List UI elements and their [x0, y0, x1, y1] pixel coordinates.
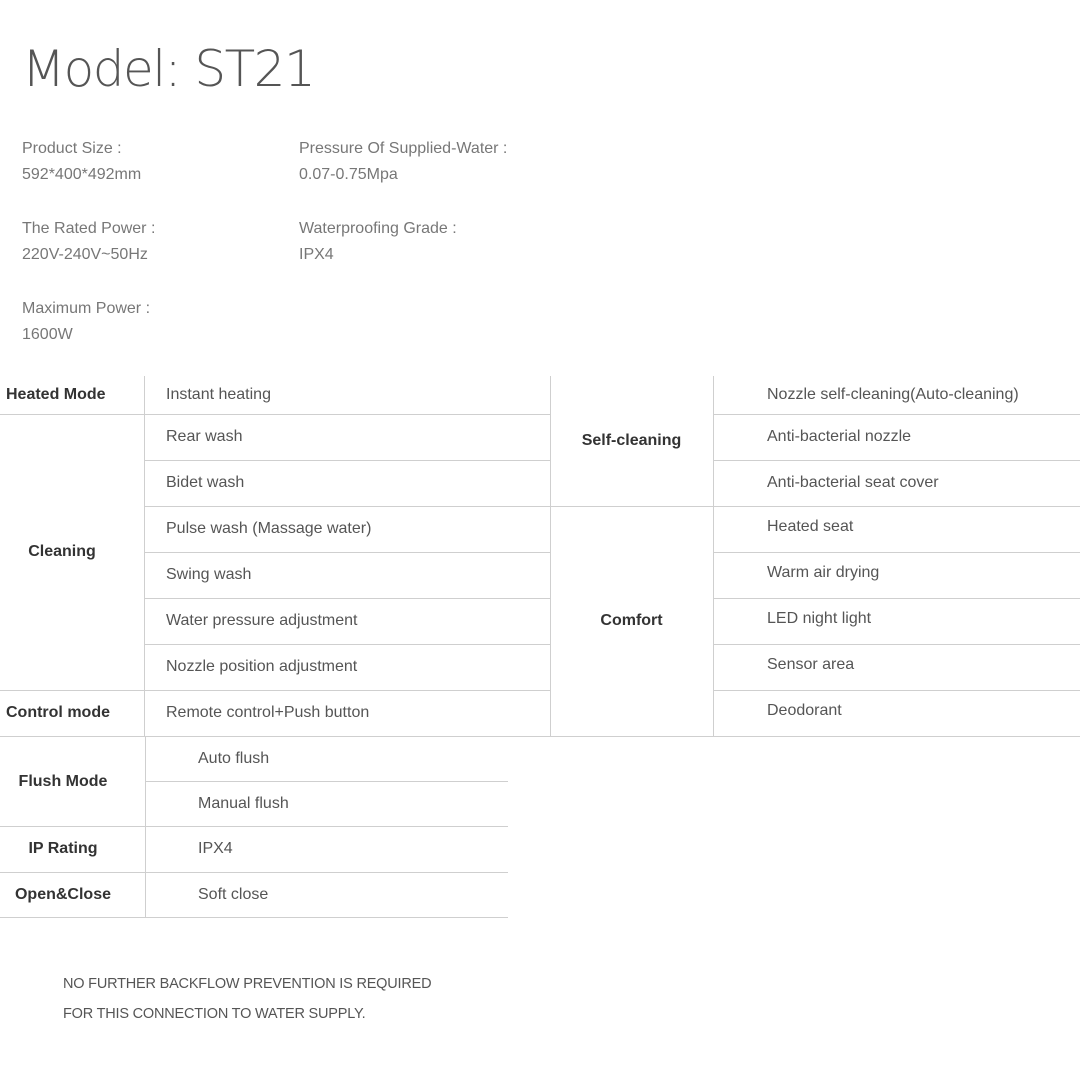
spec-label: The Rated Power :	[22, 220, 156, 237]
spec-rated-power	[22, 216, 155, 268]
spec-max-power	[22, 296, 150, 348]
cell-led-light: LED night light	[767, 610, 872, 627]
spec-label: Maximum Power :	[22, 300, 151, 317]
cell-bidet-wash: Bidet wash	[166, 474, 245, 491]
row-header-control-mode: Control mode	[6, 704, 110, 721]
cell-soft-close: Soft close	[198, 885, 269, 903]
cell-rear-wash: Rear wash	[166, 428, 243, 445]
row-header-cleaning: Cleaning	[28, 543, 96, 560]
spec-value: IPX4	[299, 246, 334, 263]
row-header-heated-mode: Heated Mode	[6, 386, 106, 403]
cell-water-pressure: Water pressure adjustment	[166, 612, 358, 629]
spec-pressure	[299, 136, 507, 188]
cell-instant-heating: Instant heating	[166, 386, 271, 403]
spec-label: Pressure Of Supplied-Water :	[299, 140, 508, 157]
spec-waterproofing	[299, 216, 457, 268]
spec-value: 1600W	[22, 326, 73, 343]
cell-anti-bacterial-seat: Anti-bacterial seat cover	[767, 474, 939, 491]
backflow-note-line-2: FOR THIS CONNECTION TO WATER SUPPLY.	[63, 1006, 366, 1022]
cell-deodorant: Deodorant	[767, 702, 842, 719]
cell-pulse-wash: Pulse wash (Massage water)	[166, 520, 372, 537]
cell-ip-value: IPX4	[198, 840, 233, 857]
page-title: Model: ST21	[22, 40, 315, 98]
cell-warm-air: Warm air drying	[767, 564, 880, 581]
spec-value: 220V-240V~50Hz	[22, 246, 148, 263]
cell-nozzle-self-cleaning: Nozzle self-cleaning(Auto-cleaning)	[767, 386, 1019, 403]
spec-product-size	[22, 136, 141, 188]
row-header-ip-rating: IP Rating	[28, 840, 98, 857]
spec-value: 0.07-0.75Mpa	[299, 166, 398, 183]
spec-value: 592*400*492mm	[22, 166, 142, 183]
row-header-flush-mode: Flush Mode	[18, 772, 108, 790]
cell-heated-seat: Heated seat	[767, 518, 854, 535]
cell-sensor-area: Sensor area	[767, 656, 855, 673]
spec-label: Waterproofing Grade :	[299, 220, 457, 237]
spec-label: Product Size :	[22, 140, 122, 157]
cell-swing-wash: Swing wash	[166, 566, 252, 583]
row-header-self-cleaning: Self-cleaning	[581, 432, 682, 449]
cell-manual-flush: Manual flush	[198, 794, 289, 812]
cell-nozzle-position: Nozzle position adjustment	[166, 658, 358, 675]
cell-auto-flush: Auto flush	[198, 750, 270, 767]
cell-anti-bacterial-nozzle: Anti-bacterial nozzle	[767, 428, 912, 445]
cell-control-value: Remote control+Push button	[166, 704, 370, 721]
backflow-note-line-1: NO FURTHER BACKFLOW PREVENTION IS REQUIRED	[63, 976, 432, 992]
row-header-open-close: Open&Close	[14, 885, 111, 903]
row-header-comfort: Comfort	[600, 612, 663, 629]
